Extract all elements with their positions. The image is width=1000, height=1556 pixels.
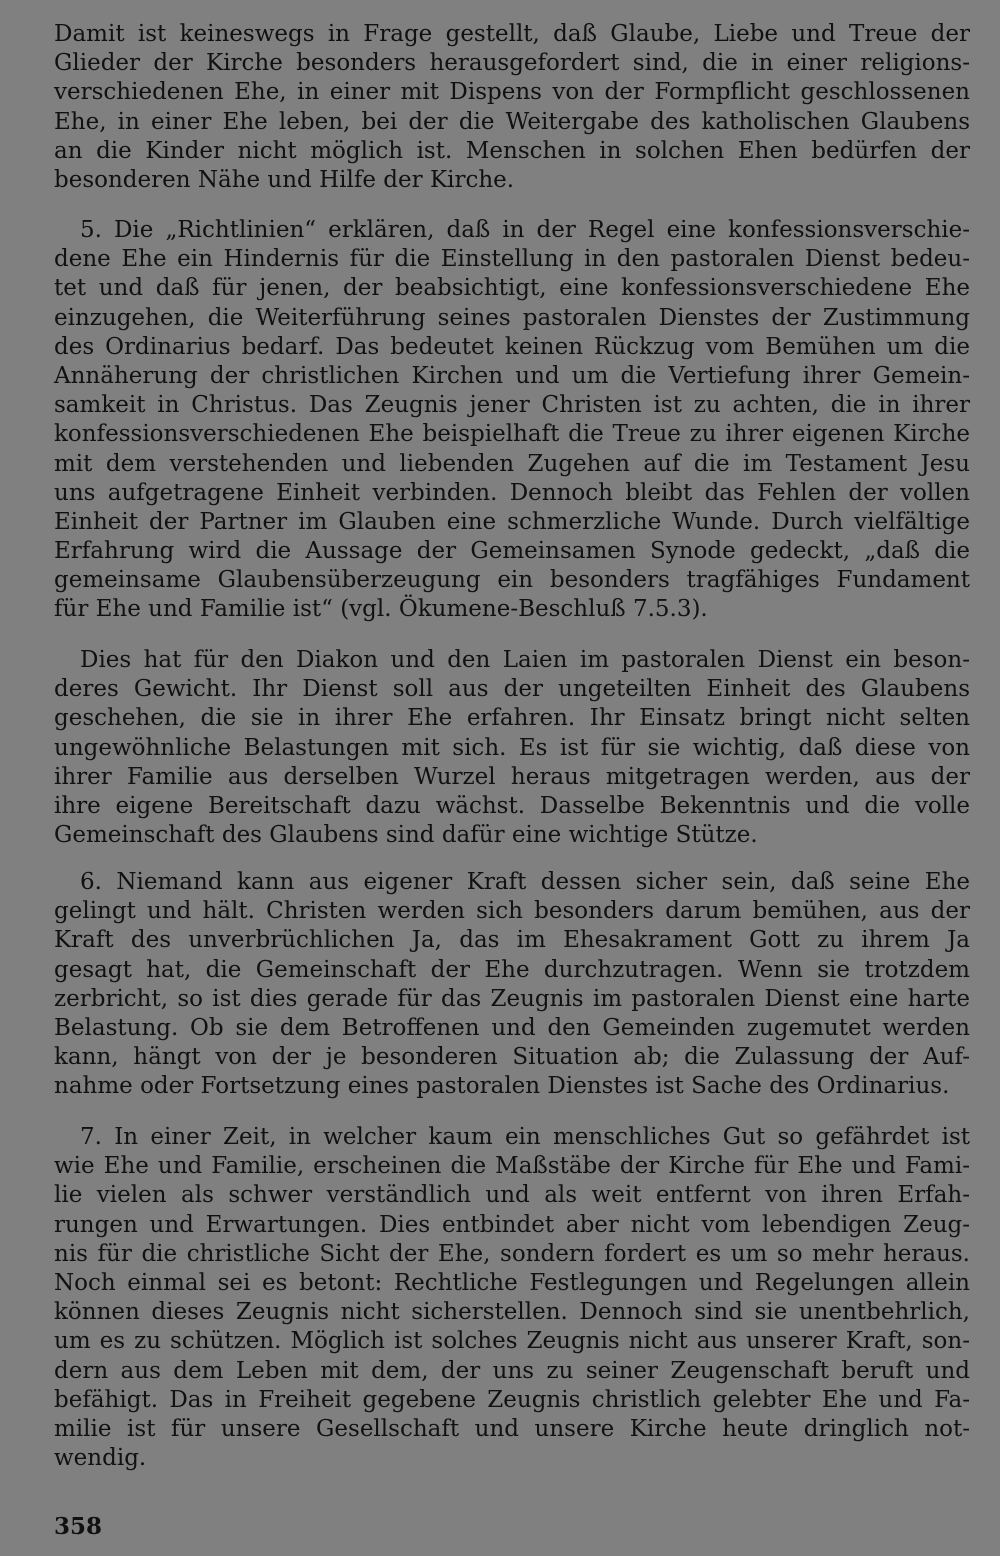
text-line: mit dem verstehenden und liebenden Zugehen auf die im Testament Jesu [54, 450, 970, 477]
paragraph-diakon [54, 646, 970, 850]
text-line: Kraft des unverbrüchlichen Ja, das im Ehesakrament Gott zu ihrem Ja [54, 927, 970, 954]
text-line: Erfahrung wird die Aussage der Gemeinsamen Synode gedeckt, „daß die [54, 538, 970, 565]
text-line: samkeit in Christus. Das Zeugnis jener Christen ist zu achten, die in ihrer [54, 392, 970, 419]
text-line: zerbricht, so ist dies gerade für das Zeugnis im pastoralen Dienst eine harte [54, 985, 970, 1012]
text-line: uns aufgetragene Einheit verbinden. Dennoch bleibt das Fehlen der vollen [54, 479, 970, 506]
text-line: gelingt und hält. Christen werden sich besonders darum bemühen, aus der [54, 898, 970, 925]
text-line: Dies hat für den Diakon und den Laien im pastoralen Dienst ein beson- [80, 647, 970, 673]
text-line: gesagt hat, die Gemeinschaft der Ehe durchzutragen. Wenn sie trotzdem [54, 956, 970, 983]
paragraph-section-5 [54, 216, 970, 625]
text-line: Ehe, in einer Ehe leben, bei der die Weitergabe des katholischen Glaubens [54, 108, 970, 135]
text-line: wie Ehe und Familie, erscheinen die Maßstäbe der Kirche für Ehe und Fami- [54, 1153, 970, 1180]
text-line: Annäherung der christlichen Kirchen und um die Vertiefung ihrer Gemein- [54, 362, 970, 389]
text-line: besonderen Nähe und Hilfe der Kirche. [54, 166, 515, 193]
text-line: geschehen, die sie in ihrer Ehe erfahren. Ihr Einsatz bringt nicht selten [54, 705, 970, 732]
text-line: dern aus dem Leben mit dem, der uns zu seiner Zeugenschaft beruft und [54, 1357, 970, 1384]
paragraph-section-6 [54, 868, 970, 1102]
text-line: Belastung. Ob sie dem Betroffenen und den Gemeinden zugemutet werden [54, 1014, 970, 1041]
text-line: 6. Niemand kann aus eigener Kraft dessen sicher sein, daß seine Ehe [80, 869, 970, 895]
text-line: milie ist für unsere Gesellschaft und unsere Kirche heute dringlich not- [54, 1415, 970, 1442]
text-line: nis für die christliche Sicht der Ehe, sondern fordert es um so mehr heraus. [54, 1240, 970, 1267]
text-line: ihre eigene Bereitschaft dazu wächst. Dasselbe Bekenntnis und die volle [54, 792, 970, 819]
text-line: für Ehe und Familie ist“ (vgl. Ökumene-Beschluß 7.5.3). [54, 596, 708, 623]
text-line: tet und daß für jenen, der beabsichtigt, eine konfessionsverschiedene Ehe [54, 275, 970, 302]
text-line: um es zu schützen. Möglich ist solches Zeugnis nicht aus unserer Kraft, son- [54, 1328, 970, 1355]
text-line: einzugehen, die Weiterführung seines pastoralen Dienstes der Zustimmung [54, 304, 970, 331]
text-line: dene Ehe ein Hindernis für die Einstellung in den pastoralen Dienst bedeu- [54, 246, 970, 273]
text-line: 5. Die „Richtlinien“ erklären, daß in der Regel eine konfessionsverschie- [80, 217, 970, 243]
text-line: ungewöhnliche Belastungen mit sich. Es ist für sie wichtig, daß diese von [54, 734, 970, 761]
text-line: Damit ist keineswegs in Frage gestellt, daß Glaube, Liebe und Treue der [54, 21, 970, 47]
text-line: Einheit der Partner im Glauben eine schmerzliche Wunde. Durch vielfältige [54, 508, 970, 535]
text-line: befähigt. Das in Freiheit gegebene Zeugnis christlich gelebter Ehe und Fa- [54, 1386, 970, 1413]
text-line: lie vielen als schwer verständlich und als weit entfernt von ihren Erfah- [54, 1182, 970, 1209]
text-line: rungen und Erwartungen. Dies entbindet aber nicht vom lebendigen Zeug- [54, 1211, 970, 1238]
text-line: Glieder der Kirche besonders herausgefordert sind, die in einer religions- [54, 50, 970, 77]
text-line: ihrer Familie aus derselben Wurzel heraus mitgetragen werden, aus der [54, 763, 970, 790]
paragraph-intro [54, 20, 970, 195]
text-line: nahme oder Fortsetzung eines pastoralen Dienstes ist Sache des Ordinarius. [54, 1073, 950, 1100]
text-line: an die Kinder nicht möglich ist. Menschen in solchen Ehen bedürfen der [54, 137, 970, 164]
text-line: deres Gewicht. Ihr Dienst soll aus der ungeteilten Einheit des Glaubens [54, 676, 970, 703]
text-line: kann, hängt von der je besonderen Situation ab; die Zulassung der Auf- [54, 1044, 970, 1071]
text-line: gemeinsame Glaubensüberzeugung ein besonders tragfähiges Fundament [54, 567, 970, 594]
text-line: Noch einmal sei es betont: Rechtliche Festlegungen und Regelungen allein [54, 1269, 970, 1296]
paragraph-section-7 [54, 1123, 970, 1473]
text-line: 7. In einer Zeit, in welcher kaum ein menschliches Gut so gefährdet ist [80, 1124, 970, 1150]
text-line: wendig. [54, 1445, 147, 1472]
text-line: des Ordinarius bedarf. Das bedeutet keinen Rückzug vom Bemühen um die [54, 333, 970, 360]
text-line: können dieses Zeugnis nicht sicherstellen. Dennoch sind sie unentbehrlich, [54, 1299, 970, 1326]
text-line: Gemeinschaft des Glaubens sind dafür eine wichtige Stütze. [54, 822, 758, 849]
page-number: 358 [54, 1513, 103, 1540]
text-line: verschiedenen Ehe, in einer mit Dispens von der Formpflicht geschlossenen [54, 79, 970, 106]
text-line: konfessionsverschiedenen Ehe beispielhaft die Treue zu ihrer eigenen Kirche [54, 421, 970, 448]
